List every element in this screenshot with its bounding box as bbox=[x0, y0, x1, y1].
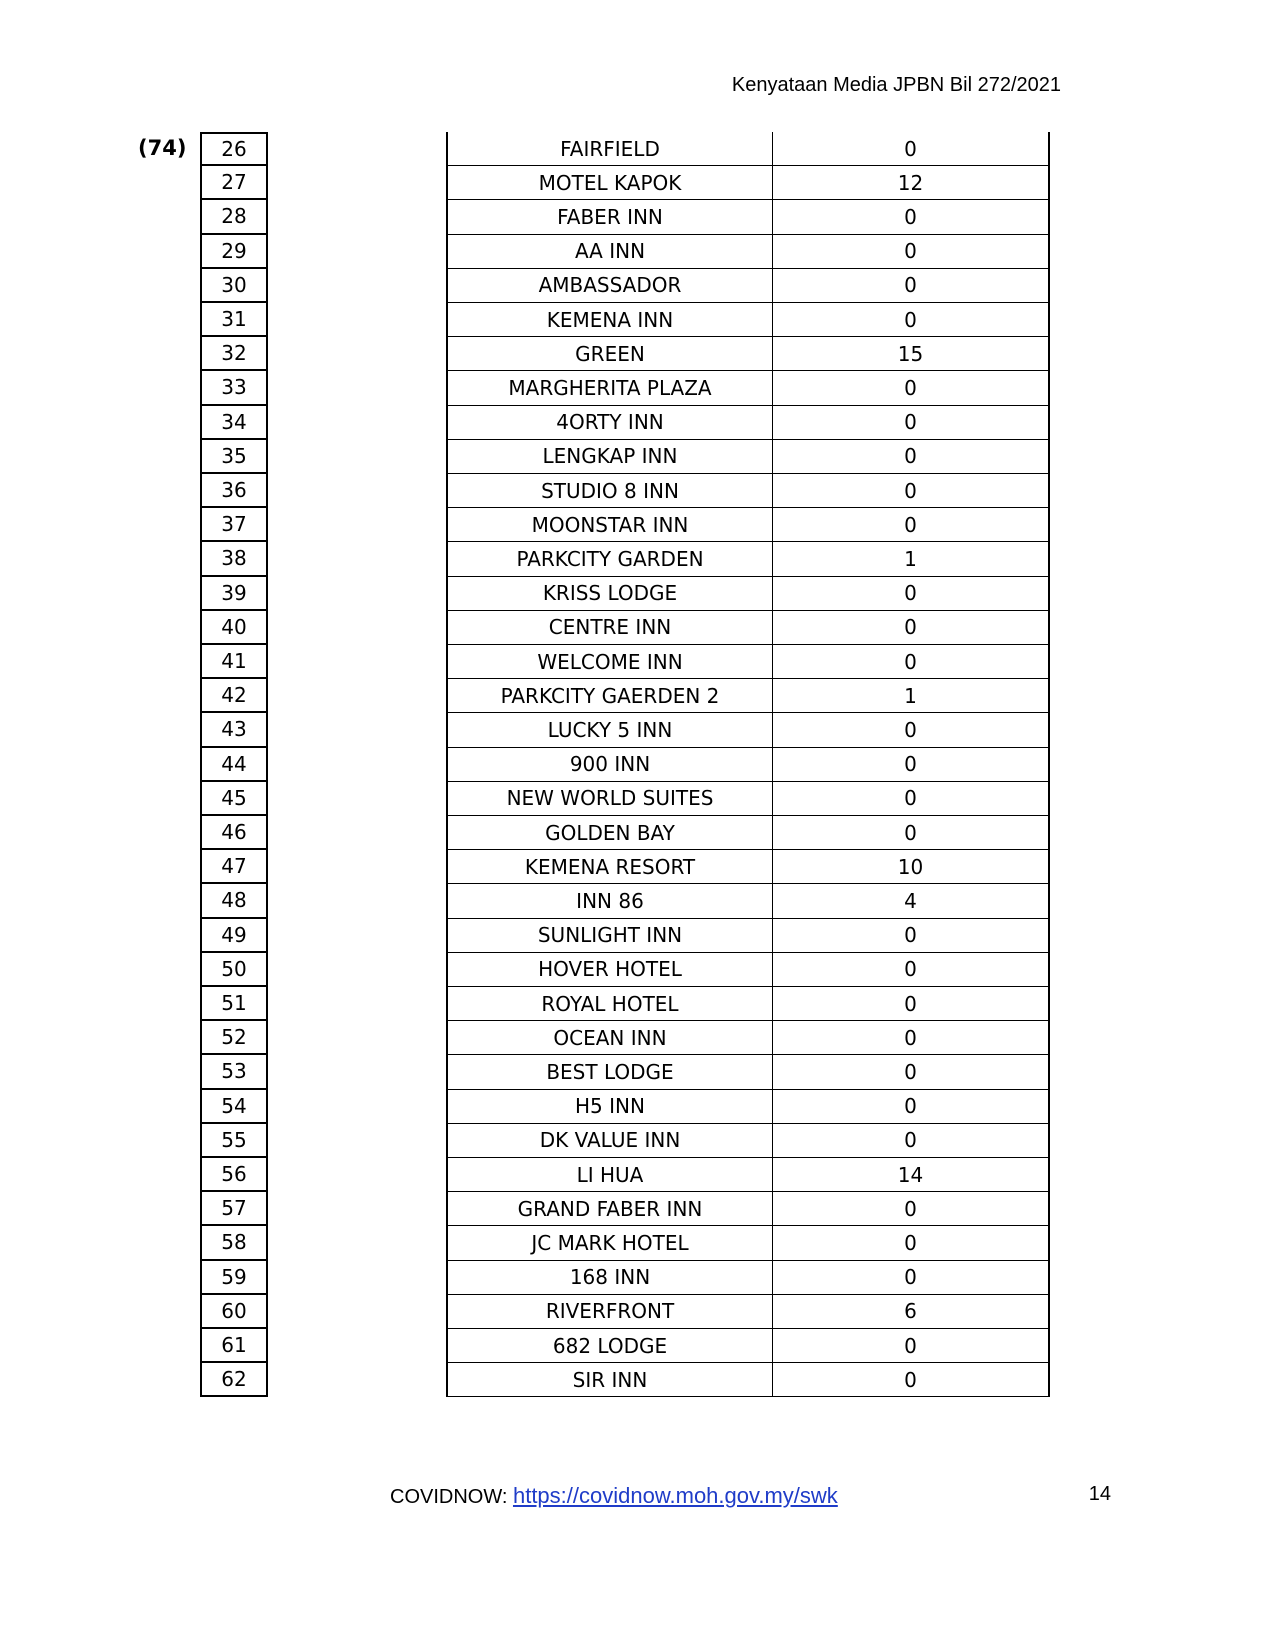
table-row bbox=[200, 748, 1100, 782]
premise-name-cell: FABER INN bbox=[446, 200, 772, 234]
row-number-cell: 58 bbox=[200, 1226, 268, 1260]
premise-name-cell: PARKCITY GAERDEN 2 bbox=[446, 679, 772, 713]
case-count-cell: 0 bbox=[772, 1021, 1050, 1055]
case-count-cell: 0 bbox=[772, 371, 1050, 405]
row-number-cell: 57 bbox=[200, 1192, 268, 1226]
row-number-cell: 35 bbox=[200, 440, 268, 474]
table-row bbox=[200, 953, 1100, 987]
document-reference: Kenyataan Media JPBN Bil 272/2021 bbox=[731, 74, 1061, 96]
case-count-cell: 0 bbox=[772, 816, 1050, 850]
case-count-cell: 1 bbox=[772, 679, 1050, 713]
row-number-cell: 55 bbox=[200, 1124, 268, 1158]
row-number-cell: 29 bbox=[200, 235, 268, 269]
case-count-cell: 0 bbox=[772, 1329, 1050, 1363]
row-number-cell: 30 bbox=[200, 269, 268, 303]
row-number-cell: 45 bbox=[200, 782, 268, 816]
table-row bbox=[200, 542, 1100, 576]
table-row bbox=[200, 1055, 1100, 1089]
table-row bbox=[200, 987, 1100, 1021]
case-count-cell: 0 bbox=[772, 1226, 1050, 1260]
premise-name-cell: GOLDEN BAY bbox=[446, 816, 772, 850]
footer-label: COVIDNOW: bbox=[390, 1486, 513, 1508]
premise-name-cell: MOONSTAR INN bbox=[446, 508, 772, 542]
row-number-cell: 27 bbox=[200, 166, 268, 200]
table-row bbox=[200, 645, 1100, 679]
table-row bbox=[200, 269, 1100, 303]
table-row bbox=[200, 474, 1100, 508]
row-number-cell: 41 bbox=[200, 645, 268, 679]
premise-name-cell: OCEAN INN bbox=[446, 1021, 772, 1055]
row-number-cell: 34 bbox=[200, 406, 268, 440]
row-number-cell: 47 bbox=[200, 850, 268, 884]
case-count-cell: 0 bbox=[772, 1124, 1050, 1158]
row-number-cell: 56 bbox=[200, 1158, 268, 1192]
row-number-cell: 61 bbox=[200, 1329, 268, 1363]
case-count-cell: 0 bbox=[772, 200, 1050, 234]
row-number-cell: 60 bbox=[200, 1295, 268, 1329]
row-number-cell: 36 bbox=[200, 474, 268, 508]
row-number-cell: 51 bbox=[200, 987, 268, 1021]
case-count-cell: 0 bbox=[772, 132, 1050, 166]
case-count-cell: 0 bbox=[772, 1363, 1050, 1397]
row-number-cell: 40 bbox=[200, 611, 268, 645]
row-number-cell: 52 bbox=[200, 1021, 268, 1055]
table-row bbox=[200, 1192, 1100, 1226]
row-number-cell: 26 bbox=[200, 132, 268, 166]
table-row bbox=[200, 919, 1100, 953]
premise-name-cell: RIVERFRONT bbox=[446, 1295, 772, 1329]
table-row bbox=[200, 303, 1100, 337]
row-number-cell: 37 bbox=[200, 508, 268, 542]
row-number-cell: 62 bbox=[200, 1363, 268, 1397]
covidnow-link[interactable]: https://covidnow.moh.gov.my/swk bbox=[512, 1483, 838, 1508]
case-count-cell: 0 bbox=[772, 1090, 1050, 1124]
premise-name-cell: INN 86 bbox=[446, 884, 772, 918]
table-row bbox=[200, 1158, 1100, 1192]
premise-name-cell: 4ORTY INN bbox=[446, 406, 772, 440]
premise-name-cell: AMBASSADOR bbox=[446, 269, 772, 303]
case-count-cell: 0 bbox=[772, 1261, 1050, 1295]
table-row bbox=[200, 816, 1100, 850]
premise-name-cell: STUDIO 8 INN bbox=[446, 474, 772, 508]
row-number-cell: 44 bbox=[200, 748, 268, 782]
premise-name-cell: LENGKAP INN bbox=[446, 440, 772, 474]
case-count-cell: 0 bbox=[772, 748, 1050, 782]
table-row bbox=[200, 713, 1100, 747]
case-count-cell: 0 bbox=[772, 440, 1050, 474]
premise-name-cell: 900 INN bbox=[446, 748, 772, 782]
table-row bbox=[200, 1021, 1100, 1055]
row-number-cell: 28 bbox=[200, 200, 268, 234]
group-label: (74) bbox=[138, 136, 187, 160]
table-row bbox=[200, 1329, 1100, 1363]
case-count-cell: 6 bbox=[772, 1295, 1050, 1329]
premise-name-cell: 682 LODGE bbox=[446, 1329, 772, 1363]
case-count-cell: 0 bbox=[772, 645, 1050, 679]
case-count-cell: 15 bbox=[772, 337, 1050, 371]
case-count-cell: 0 bbox=[772, 1192, 1050, 1226]
footer bbox=[390, 1483, 838, 1509]
premise-name-cell: HOVER HOTEL bbox=[446, 953, 772, 987]
premise-name-cell: KRISS LODGE bbox=[446, 577, 772, 611]
case-count-cell: 0 bbox=[772, 508, 1050, 542]
premise-name-cell: MARGHERITA PLAZA bbox=[446, 371, 772, 405]
premise-name-cell: WELCOME INN bbox=[446, 645, 772, 679]
premise-name-cell: H5 INN bbox=[446, 1090, 772, 1124]
table-row bbox=[200, 440, 1100, 474]
table-row bbox=[200, 200, 1100, 234]
row-number-cell: 54 bbox=[200, 1090, 268, 1124]
premise-name-cell: FAIRFIELD bbox=[446, 132, 772, 166]
table-row bbox=[200, 1261, 1100, 1295]
premise-name-cell: NEW WORLD SUITES bbox=[446, 782, 772, 816]
table-row bbox=[200, 406, 1100, 440]
case-count-cell: 0 bbox=[772, 987, 1050, 1021]
row-number-cell: 33 bbox=[200, 371, 268, 405]
premise-name-cell: KEMENA INN bbox=[446, 303, 772, 337]
table-row bbox=[200, 166, 1100, 200]
case-count-cell: 0 bbox=[772, 782, 1050, 816]
table-row bbox=[200, 1363, 1100, 1397]
row-number-cell: 31 bbox=[200, 303, 268, 337]
premise-name-cell: 168 INN bbox=[446, 1261, 772, 1295]
row-number-cell: 46 bbox=[200, 816, 268, 850]
premise-name-cell: DK VALUE INN bbox=[446, 1124, 772, 1158]
case-count-cell: 14 bbox=[772, 1158, 1050, 1192]
premise-name-cell: SIR INN bbox=[446, 1363, 772, 1397]
case-count-cell: 1 bbox=[772, 542, 1050, 576]
row-number-cell: 59 bbox=[200, 1261, 268, 1295]
table-row bbox=[200, 782, 1100, 816]
premise-name-cell: PARKCITY GARDEN bbox=[446, 542, 772, 576]
table-row bbox=[200, 235, 1100, 269]
row-number-cell: 49 bbox=[200, 919, 268, 953]
table-row bbox=[200, 679, 1100, 713]
case-count-cell: 0 bbox=[772, 235, 1050, 269]
table-row bbox=[200, 884, 1100, 918]
row-number-cell: 39 bbox=[200, 577, 268, 611]
row-number-cell: 32 bbox=[200, 337, 268, 371]
case-count-cell: 12 bbox=[772, 166, 1050, 200]
premise-name-cell: ROYAL HOTEL bbox=[446, 987, 772, 1021]
case-count-cell: 10 bbox=[772, 850, 1050, 884]
case-count-cell: 0 bbox=[772, 1055, 1050, 1089]
premise-name-cell: KEMENA RESORT bbox=[446, 850, 772, 884]
case-count-cell: 0 bbox=[772, 611, 1050, 645]
table-row bbox=[200, 850, 1100, 884]
table-row bbox=[200, 577, 1100, 611]
table-row bbox=[200, 508, 1100, 542]
table-row bbox=[200, 1226, 1100, 1260]
premise-name-cell: LUCKY 5 INN bbox=[446, 713, 772, 747]
case-count-cell: 0 bbox=[772, 577, 1050, 611]
case-count-cell: 0 bbox=[772, 474, 1050, 508]
case-count-cell: 0 bbox=[772, 269, 1050, 303]
row-number-cell: 48 bbox=[200, 884, 268, 918]
premise-name-cell: BEST LODGE bbox=[446, 1055, 772, 1089]
row-number-cell: 43 bbox=[200, 713, 268, 747]
table-row bbox=[200, 1295, 1100, 1329]
case-count-cell: 0 bbox=[772, 303, 1050, 337]
case-count-cell: 0 bbox=[772, 919, 1050, 953]
page-number: 14 bbox=[1088, 1483, 1111, 1505]
premise-name-cell: GREEN bbox=[446, 337, 772, 371]
table-row bbox=[200, 337, 1100, 371]
row-number-cell: 38 bbox=[200, 542, 268, 576]
row-number-cell: 50 bbox=[200, 953, 268, 987]
premise-name-cell: JC MARK HOTEL bbox=[446, 1226, 772, 1260]
case-count-cell: 0 bbox=[772, 713, 1050, 747]
table-row bbox=[200, 371, 1100, 405]
premise-name-cell: GRAND FABER INN bbox=[446, 1192, 772, 1226]
premise-name-cell: LI HUA bbox=[446, 1158, 772, 1192]
case-count-cell: 0 bbox=[772, 406, 1050, 440]
table-row bbox=[200, 132, 1100, 166]
premise-name-cell: AA INN bbox=[446, 235, 772, 269]
table-row bbox=[200, 1124, 1100, 1158]
case-count-cell: 4 bbox=[772, 884, 1050, 918]
premise-name-cell: SUNLIGHT INN bbox=[446, 919, 772, 953]
premise-name-cell: CENTRE INN bbox=[446, 611, 772, 645]
case-count-cell: 0 bbox=[772, 953, 1050, 987]
premise-name-cell: MOTEL KAPOK bbox=[446, 166, 772, 200]
row-number-cell: 53 bbox=[200, 1055, 268, 1089]
table-row bbox=[200, 1090, 1100, 1124]
table-row bbox=[200, 611, 1100, 645]
row-number-cell: 42 bbox=[200, 679, 268, 713]
